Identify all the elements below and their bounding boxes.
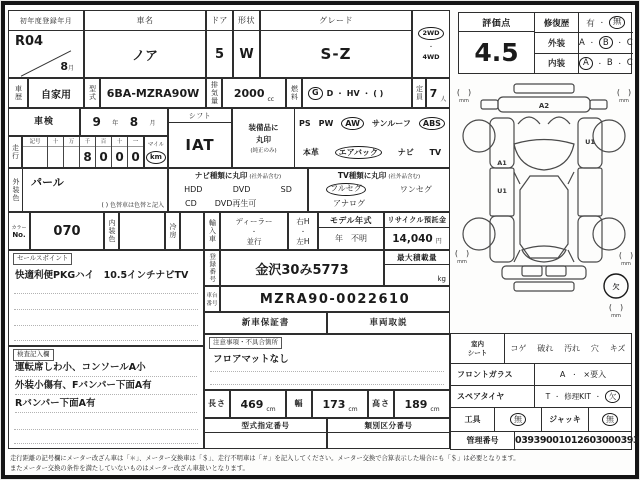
tool-jack-row (451, 408, 631, 432)
dotted-line (14, 429, 198, 430)
equipment-row-1 (295, 109, 449, 138)
import-handle-cell (288, 212, 318, 250)
windshield-label: フロントガラス (451, 364, 535, 385)
interior-grade-row (535, 54, 633, 73)
color-change-note: ( ) 色替車は色替と記入 (101, 202, 164, 209)
navi-type-row-2 (169, 197, 307, 212)
warranty-cell (204, 312, 327, 334)
mileage-header: 十 (112, 137, 127, 147)
tool-none-circled: 無 (510, 413, 526, 426)
first-registration-label: 初年度登録年月 (9, 11, 83, 31)
capacity-unit: 人 (440, 96, 447, 103)
shaken-month: 8 (129, 115, 139, 129)
diagram-mark-left-rear-door: U1 (497, 187, 507, 195)
cond-dot: ・ (594, 394, 601, 401)
max-load-unit: kg (437, 275, 446, 283)
color-no-value: 070 (30, 212, 104, 250)
plate-label-text: 登録番号 (208, 253, 217, 283)
spare-tire-value (535, 386, 631, 407)
tread-bracket: ( ) (608, 303, 624, 312)
chassis-label-2: 番号 (206, 301, 218, 307)
ac-label-text: 冷房 (169, 223, 177, 239)
evaluation-score-cell (459, 13, 535, 73)
exterior-grade-label: 外装 (535, 33, 579, 52)
body-shape-label: 形状 (234, 11, 259, 31)
history-label (8, 78, 28, 108)
mileage-digit: 0 (99, 150, 108, 164)
color-no-label-1: カラー (11, 224, 27, 231)
spare-missing-circled: 欠 (605, 390, 621, 403)
repair-no-circled: 無 (609, 16, 626, 29)
chassis-value: MZRA90-0022610 (220, 286, 450, 312)
dotted-line (14, 340, 198, 341)
model-code-label-text: 型式 (88, 85, 97, 101)
mile-label: マイル (147, 142, 165, 148)
capacity-label-text: 定員 (415, 85, 424, 101)
windshield-x: ×要入 (583, 370, 607, 379)
seat-item: 汚れ (564, 344, 581, 353)
inspector-notes-box (8, 346, 204, 449)
equipment-box (232, 108, 450, 168)
mileage-unit-cell (144, 136, 168, 168)
registration-year: R04 (15, 34, 44, 49)
interior-grade-value (579, 54, 633, 73)
mileage-header: 万 (64, 137, 79, 147)
mileage-col (112, 137, 128, 167)
length-label (204, 390, 230, 418)
car-diagram (452, 80, 640, 328)
diagram-mark-front-bumper: A2 (538, 102, 550, 110)
equip-navi: ナビ (397, 148, 414, 157)
classification-value (328, 433, 449, 448)
warranty-text: 新車保証書 (241, 317, 290, 328)
width-label (286, 390, 312, 418)
cond-dot: ・ (571, 372, 578, 379)
equip-pw: PW (318, 119, 334, 128)
left-handle: 左H (296, 236, 310, 246)
shaken-value (80, 108, 168, 136)
ac-value (180, 212, 204, 250)
manual-text: 車両取説 (369, 317, 408, 328)
width-label-text: 幅 (294, 399, 304, 408)
mileage-col-symbol (23, 137, 48, 167)
caution-box (204, 334, 450, 390)
eval-dot: ・ (616, 40, 623, 48)
footer-note-line-1: 走行距離の記号欄にメーター改ざん車は「＊」、メーター交換車は「＄」、走行不明車は「＃」を記入してください。メーター交換で合算表示した場合にも「＄」は必要となります。 (10, 455, 520, 462)
height-number: 189 (404, 397, 428, 411)
right-handle: 右H (296, 216, 310, 226)
height-label-text: 高さ (372, 399, 390, 408)
chassis-label (204, 286, 220, 312)
length-unit: cm (266, 406, 276, 413)
displacement-label (206, 78, 222, 108)
field-car-name (84, 10, 206, 78)
exterior-color-value-area (23, 169, 167, 211)
tread-mm: mm (619, 98, 629, 104)
navi-type-row-1 (169, 182, 307, 197)
tool-value (495, 408, 542, 431)
spare-tire-row (451, 386, 631, 408)
exterior-b-circled: B (599, 36, 613, 49)
interior-color-label (104, 212, 119, 250)
grade-value: S-Z (320, 45, 352, 63)
tv-type-row-2 (309, 197, 449, 212)
seat-label-2: シート (467, 348, 488, 357)
fuel-label-text: 燃料 (290, 85, 299, 101)
condition-table (450, 333, 640, 450)
mileage-digit (48, 147, 63, 167)
plate-value: 金沢30み5773 (220, 250, 384, 286)
import-dot: ・ (250, 228, 257, 236)
dotted-line (14, 293, 198, 294)
sales-point-text: 快適利便PKGハイ 10.5インチナビTV (15, 270, 189, 281)
mileage-col (96, 137, 112, 167)
seat-label-1: 室内 (471, 340, 484, 349)
caution-text: フロアマットなし (213, 354, 289, 365)
mileage-digit (64, 147, 79, 167)
interior-b: B (606, 58, 613, 69)
fuel-label (286, 78, 302, 108)
repair-history-value (579, 13, 633, 32)
shaken-month-suffix: 月 (149, 119, 156, 127)
seat-item: 穴 (590, 344, 599, 353)
mileage-label-text: 走行 (11, 144, 20, 160)
cond-dot: ・ (554, 394, 561, 401)
tread-bracket: ( ) (456, 88, 472, 97)
mileage-header: 千 (80, 137, 95, 147)
exterior-grade-value (579, 33, 633, 52)
equipment-items (295, 109, 449, 167)
recycle-fee-cell (384, 212, 450, 250)
type-designation-cell (204, 418, 327, 449)
evaluation-score-value: 4.5 (474, 38, 519, 67)
mileage-col (64, 137, 80, 167)
mileage-digit: 0 (115, 150, 124, 164)
mileage-header: 百 (96, 137, 111, 147)
caution-tag: 注意事項・不具合箇所 (209, 337, 282, 349)
height-unit: cm (430, 406, 440, 413)
diagram-mark-left-front-door: A1 (497, 159, 507, 167)
tread-mm: mm (611, 313, 621, 319)
equip-ps: PS (298, 119, 311, 128)
seat-label (451, 334, 505, 363)
tread-mm: mm (621, 261, 631, 267)
shift-label: シフト (169, 109, 231, 123)
drive-separator: ・ (427, 44, 434, 51)
mileage-digit: 8 (83, 150, 92, 164)
windshield-a: A (559, 370, 566, 379)
interior-color-label-text: 内装色 (108, 219, 116, 243)
mileage-header: 記号 (23, 137, 47, 147)
classification-cell (327, 418, 450, 449)
spare-t: T (545, 392, 551, 401)
dotted-line (14, 443, 198, 444)
equip-abs-circled: ABS (419, 117, 445, 130)
mileage-digit: 0 (131, 150, 140, 164)
color-no-label (8, 212, 30, 250)
eval-dot: ・ (598, 20, 605, 28)
tread-bracket: ( ) (616, 88, 632, 97)
shaken-label-text: 車検 (33, 116, 54, 127)
drive-4wd: 4WD (422, 53, 440, 61)
windshield-row (451, 364, 631, 386)
shift-value: IAT (185, 136, 215, 154)
seat-item: コゲ (510, 344, 527, 353)
spare-tire-label: スペアタイヤ (451, 386, 535, 407)
tread-bracket: ( ) (454, 249, 470, 258)
navi-sd: SD (280, 184, 292, 194)
exterior-grade-row (535, 33, 633, 53)
equipment-title-2: 丸印 (256, 135, 271, 144)
max-load-label: 最大積載量 (385, 251, 449, 265)
ac-label (165, 212, 180, 250)
dotted-line (14, 309, 198, 310)
type-designation-label: 型式指定番号 (205, 419, 326, 433)
classification-label: 類別区分番号 (328, 419, 449, 433)
displacement-value (222, 78, 286, 108)
mileage-grid (22, 136, 144, 168)
import-dealer-cell (220, 212, 288, 250)
mileage-col (80, 137, 96, 167)
evaluation-grades (535, 13, 633, 73)
fuel-value (302, 78, 412, 108)
eval-dot: ・ (588, 40, 595, 48)
navi-type-title-text: ナビ種類に丸印 (194, 171, 248, 180)
dotted-line (14, 325, 198, 326)
capacity-number: 7 (429, 86, 438, 100)
management-number-label: 管理番号 (451, 432, 515, 449)
tv-oneseg: ワンセグ (399, 184, 432, 194)
equipment-title-3: (純正のみ) (250, 148, 277, 154)
recycle-amount: 14,040 (392, 232, 433, 245)
length-value (230, 390, 286, 418)
navi-type-box (168, 168, 308, 212)
inspector-note-line: 運転席しわ小、コンソールA小 (15, 360, 197, 377)
equip-aw-circled: AW (341, 117, 364, 130)
first-registration-value (9, 31, 83, 77)
max-load-cell (384, 250, 450, 286)
model-code-label (84, 78, 100, 108)
tv-type-title-text: TV種類に丸印 (337, 171, 387, 180)
mileage-digit (23, 147, 47, 167)
equip-leather: 本革 (302, 148, 319, 157)
seat-row (451, 334, 631, 364)
inspector-notes-tag: 検査記入欄 (13, 349, 54, 361)
exterior-color-value: パール (31, 176, 64, 189)
interior-grade-label: 内装 (535, 54, 579, 73)
km-circled: km (146, 151, 166, 164)
navi-hdd: HDD (184, 184, 203, 194)
diagram-mark-right-door: U1 (585, 138, 595, 146)
width-value (312, 390, 368, 418)
height-label (368, 390, 394, 418)
doors-value: 5 (214, 46, 225, 62)
management-number-row (451, 432, 640, 449)
model-year-cell (318, 212, 384, 250)
field-first-registration (8, 10, 84, 78)
equipment-row-2 (295, 138, 449, 167)
history-label-text: 車歴 (14, 85, 23, 101)
tv-type-title-sub: (社外品含む) (388, 173, 421, 180)
field-drivetrain (412, 10, 450, 78)
equipment-title-1: 装備品に (248, 123, 279, 132)
length-number: 469 (240, 397, 264, 411)
sales-point-tag: セールスポイント (13, 253, 72, 265)
recycle-fee-label: リサイクル預託金 (385, 213, 449, 228)
tv-fullseg-circled: フルセグ (326, 183, 366, 196)
spare-repair-kit: 修理KIT (564, 392, 591, 401)
import-parallel: 並行 (246, 236, 262, 246)
equip-tv: TV (429, 148, 442, 157)
jack-value (589, 408, 631, 431)
seat-item: キズ (609, 344, 626, 353)
type-designation-value (205, 433, 326, 448)
model-code-value: 6BA-MZRA90W (100, 78, 206, 108)
width-unit: cm (348, 406, 358, 413)
import-dealer: ディーラー (235, 216, 273, 226)
repair-history-label: 修復歴 (535, 13, 579, 32)
length-label-text: 長さ (208, 399, 226, 408)
tread-mm: mm (457, 259, 467, 265)
tool-label: 工具 (451, 408, 495, 431)
exterior-color-box (8, 168, 168, 212)
height-value (394, 390, 450, 418)
body-shape-value: W (239, 46, 254, 62)
dotted-line (210, 384, 444, 385)
navi-cd: CD (185, 199, 197, 209)
displacement-label-text: 排気量 (210, 81, 219, 105)
navi-type-title-sub: (社外品含む) (249, 173, 282, 180)
interior-c: C (626, 58, 633, 69)
field-doors (206, 10, 233, 78)
inspector-note-line: Rバンパー下面A有 (15, 396, 197, 413)
footer-note-line-2: またメーター交換の条件を満たしていないものはメーター改ざん車扱いとなります。 (10, 465, 249, 472)
repair-history-row (535, 13, 633, 33)
chassis-label-1: 車台 (206, 293, 218, 299)
interior-color-value (119, 212, 165, 250)
drive-2wd-circled: 2WD (418, 27, 443, 40)
exterior-color-label (9, 169, 23, 211)
history-value: 自家用 (28, 78, 84, 108)
evaluation-box (458, 12, 632, 74)
diagram-spare-missing: 欠 (612, 283, 620, 291)
model-year-label: モデル年式 (319, 213, 383, 228)
displacement-number: 2000 (233, 86, 265, 100)
management-number-value: 03939001012603000393 (515, 435, 640, 446)
doors-label: ドア (207, 11, 232, 31)
displacement-unit: cc (267, 96, 275, 103)
tread-bracket: ( ) (618, 251, 634, 260)
equip-airbag-circled: エアバック (335, 146, 382, 159)
equipment-title (233, 109, 295, 167)
shaken-year: 9 (92, 115, 101, 129)
recycle-yen: 円 (435, 238, 442, 245)
month-suffix: 月 (67, 65, 74, 72)
model-year-value: 年 不明 (335, 234, 367, 243)
shaken-label (8, 108, 80, 136)
inspector-note-line: 外装小傷有、Fバンパー下面A有 (15, 378, 197, 395)
seat-item: 破れ (537, 344, 554, 353)
manual-cell (327, 312, 450, 334)
tv-type-row-1 (309, 182, 449, 197)
exterior-a: A (579, 37, 585, 48)
field-body-shape (233, 10, 260, 78)
interior-a-circled: A (579, 57, 593, 70)
navi-dvd: DVD (232, 184, 251, 194)
recycle-fee-value (385, 228, 449, 249)
shaken-year-suffix: 年 (112, 119, 119, 127)
width-number: 173 (322, 397, 346, 411)
fuel-gasoline-circled: G (308, 87, 323, 100)
fuel-other-options: D ・ HV ・ ( ) (326, 88, 384, 98)
seat-items (505, 334, 631, 363)
equip-sunroof: サンルーフ (371, 119, 411, 128)
car-name-label: 車名 (85, 11, 205, 31)
mileage-label (8, 136, 22, 168)
capacity-label (412, 78, 426, 108)
navi-type-title (169, 169, 307, 182)
mileage-header: 一 (128, 137, 143, 147)
handle-dot: ・ (299, 228, 306, 236)
jack-none-circled: 無 (602, 413, 618, 426)
navi-dvd-play: DVD再生可 (214, 199, 257, 209)
grade-label: グレード (261, 11, 411, 31)
tv-type-title (309, 169, 449, 182)
mileage-col (128, 137, 143, 167)
windshield-value (535, 364, 631, 385)
field-shift (168, 108, 232, 168)
repair-yes: 有 (586, 18, 595, 29)
import-car-label (204, 212, 220, 250)
plate-label (204, 250, 220, 286)
tv-type-box (308, 168, 450, 212)
tv-analog: アナログ (333, 199, 365, 209)
eval-dot: ・ (616, 60, 623, 68)
import-car-label-text: 輸入車 (208, 219, 217, 243)
mileage-col (48, 137, 64, 167)
capacity-value (426, 78, 450, 108)
sales-point-box (8, 250, 204, 346)
exterior-c: C (626, 37, 633, 48)
color-no-label-2: No. (12, 230, 26, 239)
exterior-color-label-text: 外装色 (12, 178, 20, 202)
month-value: 8 (60, 60, 68, 73)
field-grade (260, 10, 412, 78)
mileage-header: 十 (48, 137, 63, 147)
tread-mm: mm (459, 98, 469, 104)
evaluation-score-label: 評価点 (459, 13, 534, 32)
eval-dot: ・ (596, 60, 603, 68)
registration-month (60, 60, 74, 73)
dotted-line (210, 371, 444, 372)
car-name-value: ノア (131, 48, 158, 64)
jack-label: ジャッキ (542, 408, 589, 431)
